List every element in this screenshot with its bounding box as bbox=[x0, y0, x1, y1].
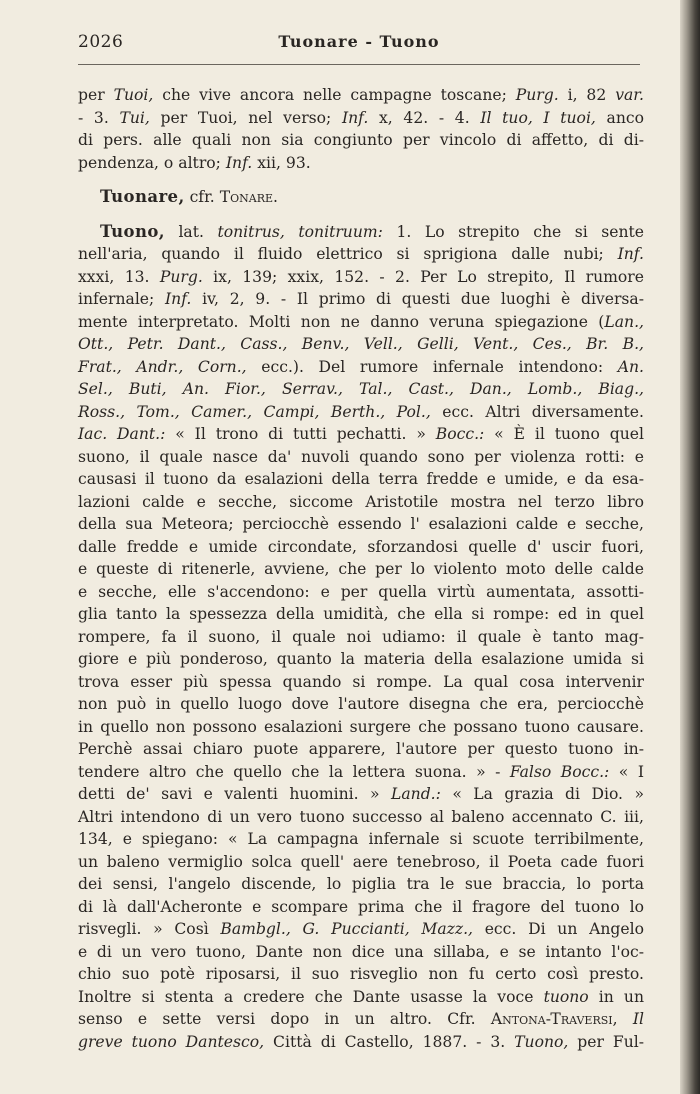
text-segment: giore e più ponderoso, quanto la materia della esalazione umida si bbox=[78, 650, 644, 668]
text-segment: chio suo potè riposarsi, il suo risveglio non fu certo così presto. bbox=[78, 965, 644, 983]
italic-segment: Falso Bocc.: bbox=[509, 762, 610, 781]
text-segment: lazioni calde e secche, siccome Aristotile mostra nel terzo libro bbox=[78, 492, 644, 511]
text-line bbox=[78, 152, 644, 175]
text-line bbox=[78, 288, 644, 311]
running-head: Tuonare - Tuono bbox=[278, 32, 440, 51]
text-segment: ecc. Altri diversamente. bbox=[430, 402, 644, 421]
text-line bbox=[78, 648, 644, 671]
text-line bbox=[78, 446, 644, 469]
italic-segment: var. bbox=[615, 86, 644, 104]
italic-segment: Inf. bbox=[341, 108, 369, 127]
text-segment: e queste di ritenerle, avviene, che per lo violento moto delle calde bbox=[78, 560, 644, 578]
entry-gap bbox=[78, 209, 644, 221]
text-segment: ecc. Di un Angelo bbox=[472, 920, 644, 938]
text-segment: della sua Meteora; perciocchè essendo l' esalazioni calde e secche, bbox=[78, 515, 644, 533]
text-segment: in quello non possono esalazioni surgere che possano tuono causare. bbox=[78, 717, 644, 736]
italic-segment: An. bbox=[617, 357, 644, 376]
text-segment: glia tanto la spessezza della umidità, che ella si rompe: ed in quel bbox=[78, 605, 644, 623]
italic-segment: Tuono, bbox=[514, 1032, 569, 1051]
text-line bbox=[78, 1031, 644, 1054]
italic-segment: Purg. bbox=[515, 86, 559, 104]
cross-ref-text: cfr. bbox=[189, 188, 215, 206]
text-segment: Altri intendono di un vero tuono successo al baleno accennato C. iii, bbox=[78, 807, 644, 826]
text-segment: x, 42. - 4. bbox=[368, 108, 481, 127]
text-segment: risvegli. » Così bbox=[78, 920, 221, 938]
text-segment: « La grazia di Dio. » bbox=[440, 785, 644, 803]
text-segment: iv, 2, 9. - Il primo di questi due luoghi è diversa- bbox=[191, 290, 644, 308]
text-segment: dei sensi, l'angelo discende, lo piglia tra le sue braccia, lo porta bbox=[78, 875, 644, 893]
page-header bbox=[78, 32, 640, 58]
text-line bbox=[78, 333, 644, 356]
italic-segment: tonitrus, tonitruum: bbox=[217, 222, 383, 241]
text-line bbox=[78, 783, 644, 806]
text-segment: rompere, fa il suono, il quale noi udiamo: il quale è tanto mag- bbox=[78, 627, 644, 646]
text-segment: senso e sette versi dopo in un altro. Cfr. bbox=[78, 1010, 491, 1028]
text-segment: di là dall'Acheronte e scompare prima che il fragore del tuono lo bbox=[78, 897, 644, 916]
text-segment: ix, 139; xxix, 152. - 2. Per Lo strepito, Il rumore bbox=[202, 267, 644, 286]
body-text bbox=[78, 84, 644, 1053]
text-line bbox=[78, 986, 644, 1009]
italic-segment: Inf. bbox=[225, 153, 253, 172]
text-segment: xii, 93. bbox=[252, 153, 311, 172]
text-line bbox=[78, 129, 644, 152]
text-segment: per Ful- bbox=[568, 1032, 645, 1051]
text-line bbox=[78, 311, 644, 334]
text-segment: per bbox=[78, 86, 114, 104]
italic-segment: Lan., bbox=[604, 312, 644, 331]
italic-segment: Sel., Buti, An. Fior., Serrav., Tal., Cast., Dan., Lomb., Biag., bbox=[78, 380, 644, 398]
book-gutter-shadow bbox=[680, 0, 700, 1094]
text-line bbox=[78, 401, 644, 424]
text-line bbox=[78, 716, 644, 739]
text-segment: 1. Lo strepito che si sente bbox=[382, 222, 645, 241]
text-segment: tendere altro che quello che la lettera suona. » - bbox=[78, 762, 510, 781]
text-segment: non può in quello luogo dove l'autore disegna che era, perciocchè bbox=[78, 695, 644, 713]
text-segment: infernale; bbox=[78, 290, 166, 308]
text-segment: « È il tuono quel bbox=[484, 425, 644, 443]
italic-segment: Il tuo, I tuoi, bbox=[480, 108, 596, 127]
text-segment: e di un vero tuono, Dante non dice una sillaba, e se intanto l'oc- bbox=[78, 942, 644, 961]
italic-segment: tuono bbox=[543, 987, 589, 1006]
italic-segment: greve tuono Dantesco, bbox=[78, 1032, 265, 1051]
text-segment bbox=[618, 1010, 633, 1028]
italic-segment: Inf. bbox=[165, 290, 192, 308]
text-line bbox=[78, 221, 644, 244]
text-segment: dalle fredde e umide circondate, sforzandosi quelle d' uscir fuori, bbox=[78, 537, 644, 556]
text-segment: trova esser più spessa quando si rompe. La qual cosa intervenir bbox=[78, 672, 644, 691]
text-line bbox=[78, 468, 644, 491]
text-segment: xxxi, 13. bbox=[78, 267, 160, 286]
text-line bbox=[78, 536, 644, 559]
header-rule bbox=[78, 64, 640, 65]
text-segment: Perchè assai chiaro puote apparere, l'autore per questo tuono in- bbox=[78, 740, 644, 758]
text-line bbox=[78, 671, 644, 694]
text-line bbox=[78, 828, 644, 851]
headword: Tuono, bbox=[100, 221, 165, 241]
text-line bbox=[78, 266, 644, 289]
italic-segment: Tui, bbox=[119, 108, 150, 127]
italic-segment: Land.: bbox=[391, 785, 441, 803]
text-segment: anco bbox=[595, 108, 645, 127]
italic-segment: Iac. Dant.: bbox=[78, 425, 166, 443]
text-line bbox=[78, 806, 644, 829]
text-segment: causasi il tuono da esalazioni della terra fredde e umide, e da esa- bbox=[78, 470, 644, 488]
text-line bbox=[78, 107, 644, 130]
italic-segment: Tuoi, bbox=[113, 86, 154, 104]
small-caps-segment: Antona-Traversi, bbox=[490, 1010, 618, 1028]
text-segment: lat. bbox=[164, 222, 218, 241]
text-segment: nell'aria, quando il fluido elettrico si sprigiona dalle nubi; bbox=[78, 245, 618, 263]
text-segment: in un bbox=[588, 987, 645, 1006]
headword: Tuonare, bbox=[100, 187, 185, 206]
text-line bbox=[78, 356, 644, 379]
text-line bbox=[78, 513, 644, 536]
text-segment: che vive ancora nelle campagne toscane; bbox=[153, 86, 516, 104]
text-line bbox=[78, 558, 644, 581]
text-line bbox=[78, 603, 644, 626]
page-number: 2026 bbox=[78, 32, 124, 52]
text-line bbox=[78, 896, 644, 919]
text-line bbox=[78, 491, 644, 514]
definition-start bbox=[165, 223, 644, 241]
italic-segment: Ross., Tom., Camer., Campi, Berth., Pol., bbox=[78, 402, 431, 421]
text-line bbox=[78, 918, 644, 941]
text-segment: un baleno vermiglio solca quell' aere tenebroso, il Poeta cade fuori bbox=[78, 852, 644, 871]
text-line bbox=[78, 186, 644, 209]
text-segment: detti de' savi e valenti huomini. » bbox=[78, 785, 391, 803]
text-segment: i, 82 bbox=[558, 86, 616, 104]
italic-segment: Purg. bbox=[159, 267, 203, 286]
text-segment: e secche, elle s'accendono: e per quella virtù aumentata, assotti- bbox=[78, 582, 644, 601]
text-segment: Città di Castello, 1887. - 3. bbox=[264, 1032, 515, 1051]
text-line bbox=[78, 378, 644, 401]
text-segment: « I bbox=[609, 762, 644, 781]
entry-tuoi-continuation bbox=[78, 84, 644, 174]
text-segment: « Il trono di tutti pechatti. » bbox=[165, 425, 436, 443]
text-segment: mente interpretato. Molti non ne danno veruna spiegazione ( bbox=[78, 312, 605, 331]
italic-segment: Bambgl., G. Puccianti, Mazz., bbox=[220, 920, 473, 938]
text-line bbox=[78, 84, 644, 107]
text-line bbox=[78, 761, 644, 784]
text-segment: Inoltre si stenta a credere che Dante usasse la voce bbox=[78, 987, 544, 1006]
text-segment: pendenza, o altro; bbox=[78, 153, 226, 172]
italic-segment: Il bbox=[632, 1010, 644, 1028]
text-line bbox=[78, 581, 644, 604]
text-line bbox=[78, 851, 644, 874]
text-line bbox=[78, 941, 644, 964]
entry-gap bbox=[78, 174, 644, 186]
italic-segment: Frat., Andr., Corn., bbox=[78, 357, 247, 376]
text-segment: 134, e spiegano: « La campagna infernale si scuote terribilmente, bbox=[78, 830, 644, 848]
cross-ref-target: Tonare. bbox=[219, 188, 278, 206]
text-segment: per Tuoi, nel verso; bbox=[149, 108, 342, 127]
text-line bbox=[78, 738, 644, 761]
text-line bbox=[78, 423, 644, 446]
text-segment: di pers. alle quali non sia congiunto per vincolo di affetto, di di- bbox=[78, 131, 644, 149]
entry-tuono bbox=[78, 221, 644, 1054]
text-line bbox=[78, 243, 644, 266]
text-line bbox=[78, 963, 644, 986]
text-line bbox=[78, 626, 644, 649]
entry-tuonare bbox=[78, 186, 644, 209]
text-line bbox=[78, 693, 644, 716]
text-segment: ecc.). Del rumore infernale intendono: bbox=[246, 357, 618, 376]
text-line bbox=[78, 873, 644, 896]
text-segment: suono, il quale nasce da' nuvoli quando sono per violenza rotti: e bbox=[78, 447, 644, 466]
italic-segment: Ott., Petr. Dant., Cass., Benv., Vell., Gelli, Vent., Ces., Br. B., bbox=[78, 335, 644, 353]
text-segment: - 3. bbox=[78, 108, 120, 127]
italic-segment: Bocc.: bbox=[435, 425, 485, 443]
italic-segment: Inf. bbox=[617, 245, 644, 263]
text-line bbox=[78, 1008, 644, 1031]
